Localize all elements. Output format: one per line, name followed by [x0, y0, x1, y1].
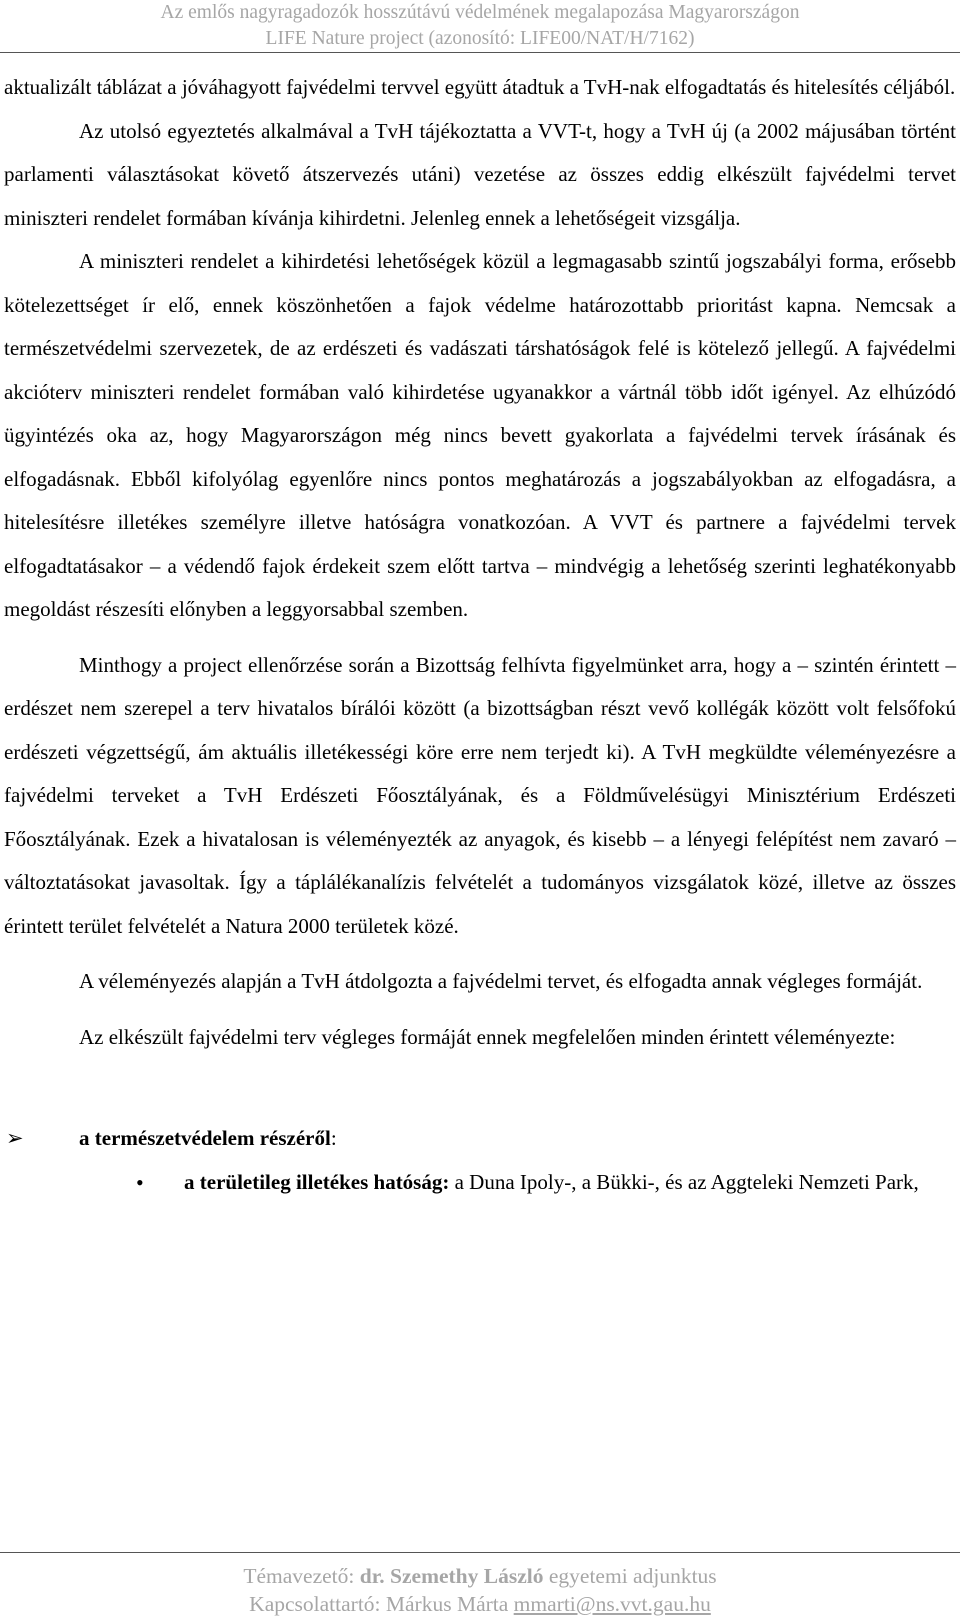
- list-item-bold: a természetvédelem részéről: [79, 1126, 331, 1150]
- paragraph-tvh-notice: Az utolsó egyeztetés alkalmával a TvH tájékoztatta a VVT-t, hogy a TvH új (a 2002 májusában történt parlamenti választásokat követő átszervezés utáni) vezetése az összes eddig elkészült fajvédelmi tervet miniszteri rendelet formában kívánja kihirdetni. Jelenleg ennek a lehetőségeit vizsgálja.: [4, 118, 956, 230]
- dot-bullet-icon: •: [136, 1169, 144, 1195]
- document-body: [4, 66, 956, 1204]
- list-item-bold: a területileg illetékes hatóság:: [184, 1169, 450, 1194]
- list-item-rest: a Duna Ipoly-, a Bükki-, és az Aggteleki Nemzeti Park,: [449, 1169, 919, 1194]
- footer-divider: [0, 1552, 960, 1553]
- paragraph-revision: A véleményezés alapján a TvH átdolgozta a fajvédelmi tervet, és elfogadta annak végleges formáját.: [79, 969, 923, 993]
- paragraph-final-review: Az elkészült fajvédelmi terv végleges formáját ennek megfelelően minden érintett véleményezte:: [79, 1024, 896, 1049]
- list-item-text: [79, 1117, 956, 1161]
- page-footer: [0, 1562, 960, 1618]
- paragraph-ministerial-decree: A miniszteri rendelet a kihirdetési lehetőségek közül a legmagasabb szintű jogszabályi forma, erősebb kötelezettséget ír elő, ennek köszönhetően a fajok védelme határozottabb prioritást kapna. Nemcsak a természetvédelmi szervezetek, de az erdészeti és vadászati társhatóságok felé is kötelező jellegű. A fajvédelmi akcióterv miniszteri rendelet formában való kihirdetése ugyanakkor a vártnál több időt igényel. Az elhúzódó ügyintézés oka az, hogy Magyarországon még nincs bevett gyakorlata a fajvédelmi tervek írásának és elfogadásnak. Ebből kifolyólag egyenlőre nincs pontos meghatározás a jogszabályokban az elfogadásra, a hitelesítésre illetékes személyre illetve hatóságra vonatkozóan. A VVT és partnere a fajvédelmi tervek elfogadtatásakor – a védendő fajok érdekeit szem előtt tartva – mindvégig a lehetőség szerinti leghatékonyabb megoldást részesíti előnyben a leggyorsabbal szemben.: [4, 249, 956, 621]
- header-project-title: Az emlős nagyragadozók hosszútávú védelmének megalapozása Magyarországon: [160, 2, 800, 23]
- footer-contact-label: Kapcsolattartó: Márkus Márta: [249, 1592, 514, 1616]
- header-divider: [0, 52, 960, 53]
- list-item-rest: :: [330, 1126, 337, 1150]
- page-header: [0, 0, 960, 52]
- footer-supervisor-title: egyetemi adjunktus: [543, 1564, 717, 1588]
- footer-email-link[interactable]: mmarti@ns.vvt.gau.hu: [513, 1592, 711, 1616]
- list-item-nature-conservation: [4, 1117, 956, 1161]
- header-project-id: LIFE Nature project (azonosító: LIFE00/NAT/H/7162): [265, 28, 695, 49]
- footer-supervisor-name: dr. Szemethy László: [359, 1564, 544, 1588]
- footer-supervisor: [0, 1562, 960, 1590]
- list-item-authority: [130, 1161, 956, 1205]
- paragraph-continuation: aktualizált táblázat a jóváhagyott fajvédelmi tervvel együtt átadtuk a TvH-nak elfogadtatás és hitelesítés céljából.: [4, 75, 956, 99]
- footer-supervisor-label: Témavezető:: [243, 1564, 360, 1588]
- arrow-bullet-icon: ➢: [6, 1126, 24, 1150]
- list-item-text: [184, 1161, 956, 1205]
- paragraph-forestry-review: Minthogy a project ellenőrzése során a Bizottság felhívta figyelmünket arra, hogy a – szintén érintett – erdészet nem szerepel a terv hivatalos bírálói között (a bizottságban részt vevő kollégák között volt felsőfokú erdészeti végzettségű, ám aktuális illetékességi köre erre nem terjedt ki). A TvH megküldte véleményezésre a fajvédelmi terveket a TvH Erdészeti Főosztályának, és a Földművelésügyi Minisztérium Erdészeti Főosztályának. Ezek a hivatalosan is véleményezték az anyagok, és kisebb – a lényegi felépítést nem zavaró – változtatásokat javasoltak. Így a táplálékanalízis felvételét a tudományos vizsgálatok közé, illetve az összes érintett terület felvételét a Natura 2000 területek közé.: [4, 652, 956, 938]
- footer-contact: [0, 1590, 960, 1618]
